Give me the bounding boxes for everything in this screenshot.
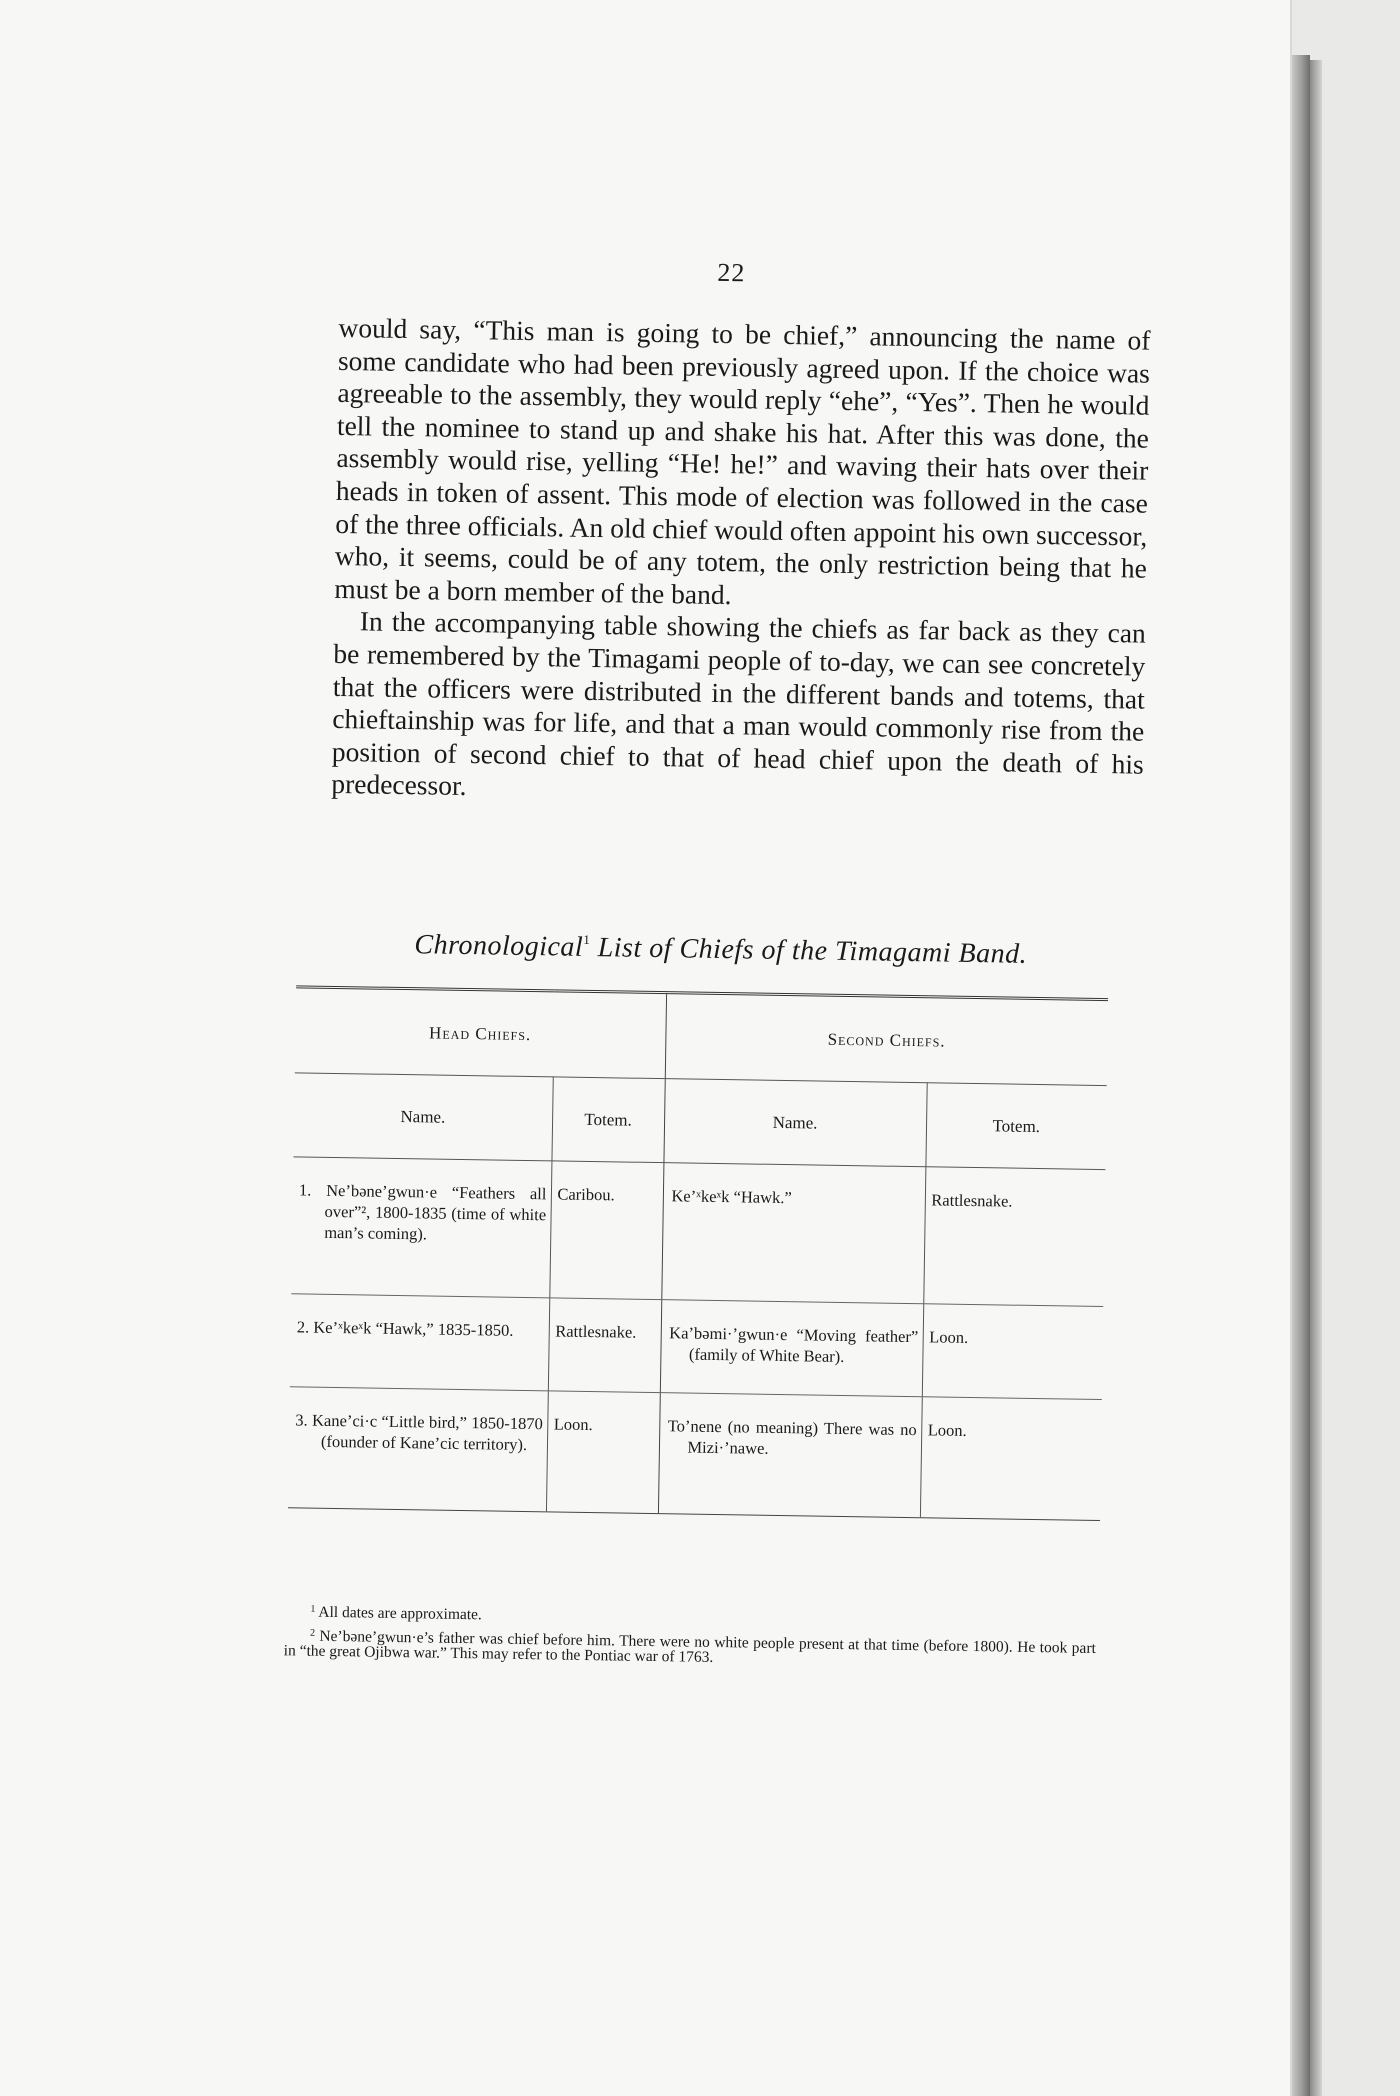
table-row — [288, 1387, 1102, 1521]
head-name-header: Name. — [293, 1073, 552, 1161]
table-title-footnote-ref: 1 — [583, 931, 591, 947]
body-text — [331, 312, 1151, 814]
second-chief-name: Ke’ˣkeˣk “Hawk.” — [661, 1163, 925, 1304]
head-chief-name: 1. Ne’bəne’gwun·e “Feathers all over”², 1800-1835 (time of white man’s coming). — [291, 1157, 551, 1298]
head-chiefs-header: Head Chiefs. — [295, 987, 666, 1079]
footnote-1-text: All dates are approximate. — [315, 1603, 483, 1624]
head-chief-totem: Rattlesnake. — [548, 1298, 661, 1393]
table-title-main: Chronological — [414, 929, 584, 963]
head-chief-totem: Loon. — [546, 1391, 660, 1514]
chiefs-table-wrapper — [288, 985, 1108, 1521]
paragraph-1: would say, “This man is going to be chief,” announcing the name of some candidate who had been previously agreed upon. If the choice was agreeable to the assembly, they would reply “ehe”, “Yes”. Then he would tell the nominee to stand up and shake his hat. After this was done, the assembly would rise, yelling “He! he!” and waving their hats over their heads in token of assent. This mode of election was followed in the case of the three officials. An old chief would often appoint his own successor, who, it seems, could be of any totem, the only restriction being that he must be a born member of the band. — [334, 311, 1151, 610]
second-chief-totem: Rattlesnake. — [923, 1167, 1105, 1307]
second-chief-totem: Loon. — [927, 1420, 967, 1440]
head-chief-name: 2. Ke’ˣkeˣk “Hawk,” 1835-1850. — [290, 1294, 549, 1391]
footnote-1-mark: 1 — [310, 1603, 316, 1615]
second-chief-name: To’nene (no meaning) There was no Mizi·’nawe. — [658, 1393, 922, 1518]
paragraph-2: In the accompanying table showing the chiefs as far back as they can be remembered by the Timagami people of to-day, we can see concretely that the officers were distributed in the different bands and totems, that chieftainship was for life, and that a man would commonly rise from the position of second chief to that of head chief upon the death of his predecessor. — [331, 605, 1147, 802]
table-title-rest: List of Chiefs of the Timagami Band. — [589, 931, 1028, 970]
second-chiefs-header: Second Chiefs. — [665, 993, 1108, 1086]
head-chief-name: 3. Kane’ci·c “Little bird,” 1850-1870 (founder of Kane’cic territory). — [288, 1387, 548, 1512]
table-title — [301, 927, 1141, 972]
second-totem-header: Totem. — [925, 1083, 1106, 1170]
footnote-2 — [284, 1625, 1096, 1671]
head-totem-header: Totem. — [551, 1077, 664, 1163]
second-chief-totem: Loon. — [922, 1304, 1103, 1400]
second-name-header: Name. — [663, 1079, 926, 1167]
chiefs-table — [288, 985, 1108, 1521]
footnote-2-text: Ne’bəne’gwun·e’s father was chief before him. There were no white people present at that time (before 1800). He took part in “the great Ojibwa war.” This may refer to the Pontiac war of 1763. — [283, 1627, 1096, 1666]
head-chief-totem: Caribou. — [549, 1161, 663, 1300]
footnotes — [284, 1601, 1097, 1677]
table-row — [290, 1294, 1103, 1400]
second-chief-name: Ka’bəmi·’gwun·e “Moving feather” (family of White Bear). — [660, 1300, 923, 1397]
adjacent-page-edge — [1292, 55, 1310, 2096]
page-content — [283, 0, 1156, 1666]
binding-shadow — [1310, 60, 1322, 2096]
footnote-2-mark: 2 — [309, 1627, 316, 1639]
table-row — [291, 1157, 1105, 1307]
page-number: 22 — [717, 257, 746, 288]
